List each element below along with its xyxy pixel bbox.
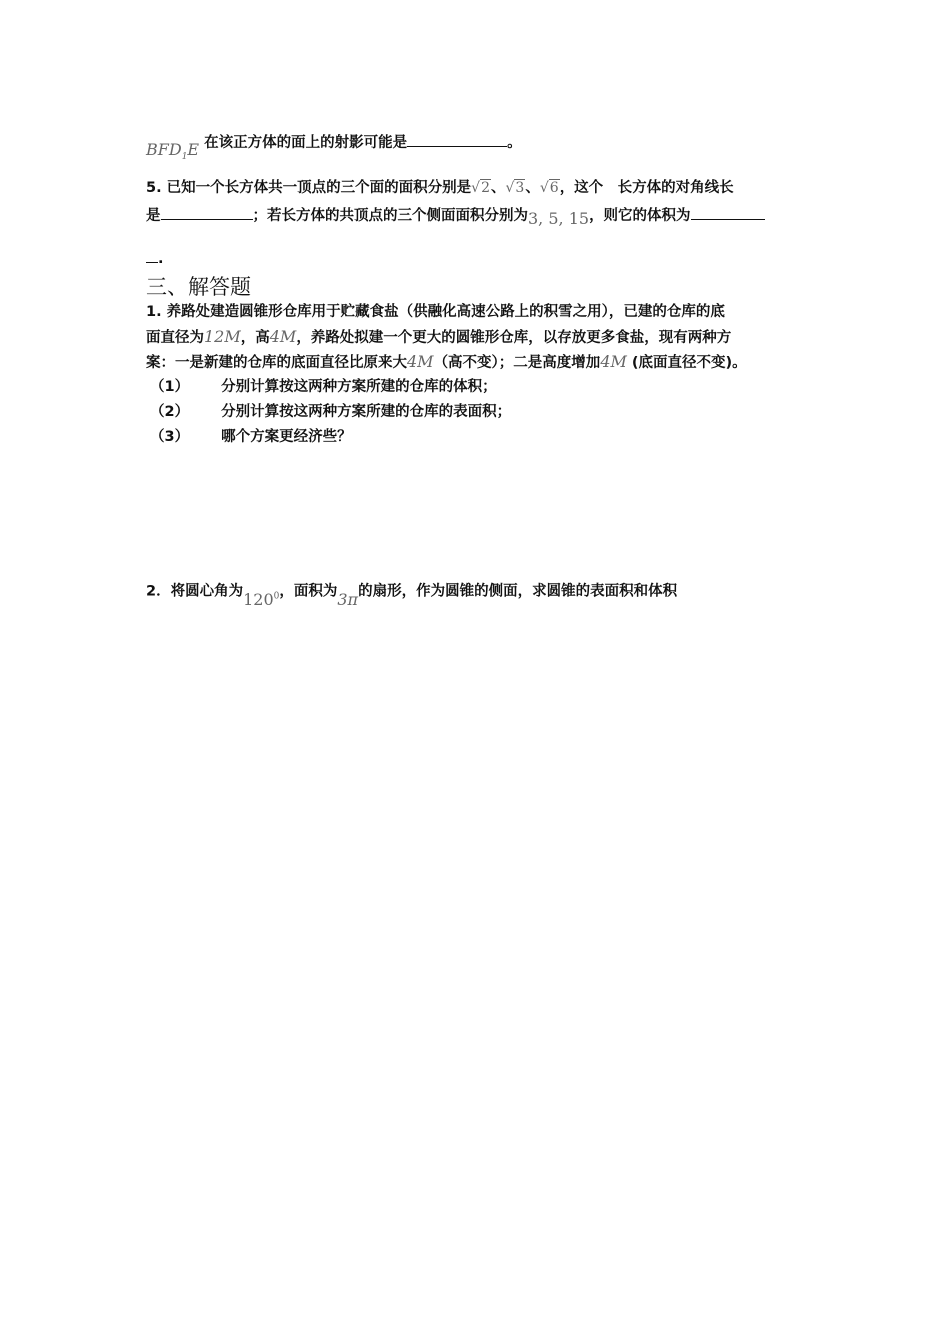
- answer-blank: [691, 205, 765, 220]
- item-text: 分别计算按这两种方案所建的仓库的表面积；: [221, 404, 512, 420]
- item-number: （1）: [150, 379, 190, 395]
- q4-tail-text: 在该正方体的面上的射影可能是: [204, 135, 408, 151]
- q5-sep-2: 、: [525, 180, 540, 196]
- q5-text-f: .: [158, 251, 164, 267]
- math-3-5-15: 3, 5, 15: [528, 209, 590, 228]
- p1-item-3: [150, 427, 352, 447]
- q5-sep-1: 、: [491, 180, 506, 196]
- p1-line3-b: （高不变）；二是高度增加: [433, 355, 601, 371]
- math-3pi: 3π: [337, 590, 359, 610]
- math-4m: 4M: [600, 352, 627, 371]
- p1-line2-b: ，高: [240, 330, 270, 346]
- answer-blank: [407, 132, 507, 147]
- p1-line2-c: ，养路处拟建一个更大的圆锥形仓库，以存放更多食盐，现有两种方: [296, 330, 732, 346]
- sqrt-2: √2: [471, 180, 490, 196]
- q5-text-b: ，这个 长方体的对角线长: [559, 180, 734, 196]
- math-4m: 4M: [269, 327, 297, 346]
- q5-line-2: [146, 205, 765, 226]
- p1-line-2: [146, 327, 731, 348]
- q5-text-d: ；若长方体的共顶点的三个侧面面积分别为: [252, 208, 528, 224]
- p1-item-2: [150, 402, 511, 422]
- math-120-deg: $120^0$: [243, 590, 280, 610]
- sqrt-6: √6: [539, 180, 559, 196]
- p2-text-c: 的扇形，作为圆锥的侧面，求圆锥的表面积和体积: [358, 583, 678, 600]
- q4-tail-line: [146, 132, 522, 163]
- math-bfd1e: $BFD_1E$: [146, 140, 200, 163]
- q4-tail-end: 。: [507, 135, 522, 151]
- item-number: （3）: [150, 429, 190, 445]
- answer-blank: [161, 205, 253, 220]
- item-number: （2）: [150, 404, 190, 420]
- p2-line: [146, 577, 678, 610]
- q5-text-e: ，则它的体积为: [589, 208, 691, 224]
- q5-line-1: [146, 178, 734, 198]
- answer-blank: [146, 248, 158, 263]
- p2-text-b: ，面积为: [279, 583, 338, 600]
- p1-line2-a: 面直径为: [146, 330, 204, 346]
- math-4m: 4M: [407, 352, 434, 371]
- p2-text-a: 2．将圆心角为: [146, 583, 244, 600]
- q5-text-a: 5. 已知一个长方体共一顶点的三个面的面积分别是: [146, 180, 472, 196]
- section-heading: 三、解答题: [146, 275, 251, 299]
- p1-line-3: [146, 352, 747, 373]
- item-text: 哪个方案更经济些？: [221, 429, 352, 445]
- math-12m: 12M: [204, 327, 241, 346]
- p1-item-1: [150, 377, 497, 397]
- sqrt-3: √3: [505, 180, 525, 196]
- item-text: 分别计算按这两种方案所建的仓库的体积；: [221, 379, 497, 395]
- q5-text-c: 是: [146, 208, 161, 224]
- q5-line-3: [146, 248, 164, 269]
- p1-line3-c: (底面直径不变)。: [626, 355, 747, 371]
- p1-line3-a: 案：一是新建的仓库的底面直径比原来大: [146, 355, 407, 371]
- p1-line-1: 1. 养路处建造圆锥形仓库用于贮藏食盐（供融化高速公路上的积雪之用），已建的仓库的底: [146, 304, 725, 320]
